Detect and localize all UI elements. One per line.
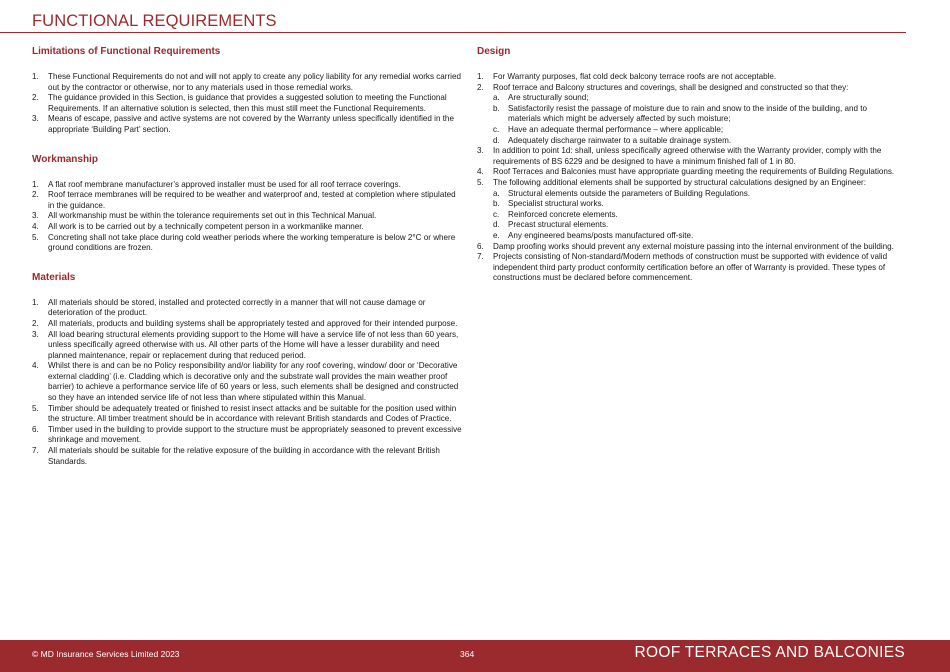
list-number: 5.: [32, 403, 39, 413]
list-text: Roof terrace membranes will be required to be weather and waterproof and, tested at completion where stipulated in the guidance.: [48, 190, 456, 210]
sub-list-letter: e.: [493, 230, 500, 240]
list-text: In addition to point 1d: shall, unless specifically agreed otherwise with the Warranty provider, comply with the requirements of BS 6229 and be designed to have a minimum finished fall of 1 in 80.: [493, 146, 882, 166]
page-footer: [0, 640, 950, 672]
sub-list-text: Specialist structural works.: [508, 199, 604, 209]
design-list-end: [477, 242, 902, 284]
footer-page-number: 364: [460, 649, 475, 659]
section-heading-limitations: Limitations of Functional Requirements: [32, 46, 221, 57]
list-number: 6.: [477, 241, 484, 251]
list-item: [32, 330, 462, 362]
list-item: [32, 446, 462, 467]
sub-list-text: Adequately discharge rainwater to a suitable drainage system.: [508, 135, 732, 145]
list-item: [32, 361, 462, 403]
list-text: Roof Terraces and Balconies must have appropriate guarding meeting the requirements of Building Regulations.: [493, 167, 895, 177]
list-item: [32, 72, 462, 93]
limitations-list: [32, 72, 462, 136]
list-item: [32, 404, 462, 425]
list-number: 5.: [477, 177, 484, 187]
list-item: [477, 146, 902, 167]
list-text: Whilst there is and can be no Policy responsibility and/or liability for any roof covering, window/ door or ‘Decorative external cladding’ (i.e. Cladding which is decorative only and the substrate wall provides the main weather proof barrier) to achieve a performance service life of 60 years or less, such elements shall be designed and constructed so they have an intended service life of not less than where stipulated within this Manual.: [48, 361, 459, 403]
footer-section-title: ROOF TERRACES AND BALCONIES: [634, 644, 905, 661]
list-text: The guidance provided in this Section, is guidance that provides a suggested solution to meeting the Functional Requirements. If an alternative solution is selected, then this must still meet the Functional Requirements.: [48, 93, 447, 113]
list-number: 3.: [32, 211, 39, 221]
design-list-cont: [477, 146, 902, 188]
sub-list-letter: b.: [493, 199, 500, 209]
design-sublist-5: [477, 189, 902, 242]
list-item: [32, 298, 462, 319]
list-text: All materials, products and building systems shall be appropriately tested and approved for their intended purpose.: [48, 318, 458, 328]
sub-list-item: [477, 125, 902, 136]
list-number: 2.: [32, 93, 39, 103]
sub-list-text: Reinforced concrete elements.: [508, 209, 618, 219]
list-text: Roof terrace and Balcony structures and coverings, shall be designed and constructed so that they:: [493, 82, 849, 92]
materials-list: [32, 298, 462, 468]
sub-list-letter: a.: [493, 188, 500, 198]
list-number: 4.: [477, 167, 484, 177]
sub-list-item: [477, 220, 902, 231]
list-item: [477, 72, 902, 83]
list-text: All load bearing structural elements providing support to the Home will have a service life of not less than 60 years, unless specifically agreed otherwise with us. All other parts of the Home will have a lesser durability and need planned maintenance, repair or replacement during that reduced period.: [48, 329, 459, 360]
list-text: All materials should be stored, installed and protected correctly in a manner that will not cause damage or deterioration of the product.: [48, 297, 426, 318]
list-item: [32, 319, 462, 330]
list-item: [477, 167, 902, 178]
list-item: [32, 190, 462, 211]
list-text: A flat roof membrane manufacturer’s approved installer must be used for all roof terrace coverings.: [48, 179, 401, 189]
list-item: [477, 83, 902, 94]
list-text: For Warranty purposes, flat cold deck balcony terrace roofs are not acceptable.: [493, 72, 777, 81]
list-text: Timber should be adequately treated or finished to resist insect attacks and be suitable for the position used within the structure. All timber treatment should be in accordance with relevant British standards and Codes of Practice.: [48, 403, 457, 424]
list-number: 4.: [32, 221, 39, 231]
list-text: Concreting shall not take place during cold weather periods where the working temperature is below 2°C or where ground conditions are frozen.: [48, 232, 456, 253]
sub-list-letter: b.: [493, 103, 500, 113]
design-sublist-2: [477, 93, 902, 146]
footer-copyright: © MD Insurance Services Limited 2023: [32, 649, 180, 659]
list-item: [32, 211, 462, 222]
sub-list-text: Structural elements outside the parameters of Building Regulations.: [508, 188, 751, 198]
list-number: 4.: [32, 361, 39, 371]
sub-list-item: [477, 231, 902, 242]
section-heading-design: Design: [477, 46, 511, 57]
section-limitations: [32, 46, 462, 136]
section-heading-workmanship: Workmanship: [32, 153, 98, 165]
list-number: 3.: [477, 146, 484, 156]
sub-list-letter: c.: [493, 124, 500, 134]
sub-list-text: Satisfactorily resist the passage of moisture due to rain and snow to the inside of the building, and to materials which might be adversely affected by such moisture;: [508, 103, 868, 124]
section-materials: [32, 272, 462, 468]
section-workmanship: [32, 154, 462, 254]
title-divider: [0, 32, 906, 33]
section-heading-materials: Materials: [32, 271, 76, 283]
list-text: All work is to be carried out by a technically competent person in a workmanlike manner.: [48, 221, 364, 231]
sub-list-item: [477, 210, 902, 221]
list-item: [477, 242, 902, 253]
list-number: 2.: [32, 190, 39, 200]
list-item: [477, 252, 902, 284]
list-text: Damp proofing works should prevent any external moisture passing into the internal environment of the building.: [493, 241, 894, 251]
list-number: 1.: [477, 72, 484, 81]
left-column: [32, 46, 462, 485]
list-number: 1.: [32, 179, 39, 189]
list-number: 6.: [32, 424, 39, 434]
list-number: 7.: [477, 252, 484, 262]
list-item: [32, 93, 462, 114]
list-item: [32, 425, 462, 446]
sub-list-text: Have an adequate thermal performance – where applicable;: [508, 124, 724, 134]
list-number: 5.: [32, 232, 39, 242]
page-title: FUNCTIONAL REQUIREMENTS: [32, 12, 277, 30]
list-number: 2.: [477, 82, 484, 92]
list-number: 1.: [32, 72, 39, 81]
list-item: [477, 178, 902, 189]
sub-list-item: [477, 93, 902, 104]
list-item: [32, 233, 462, 254]
list-number: 7.: [32, 446, 39, 456]
list-text: These Functional Requirements do not and will not apply to create any policy liability for any remedial works carried out by the contractor or otherwise, nor to any materials used in those remedial works.: [48, 72, 461, 92]
sub-list-item: [477, 199, 902, 210]
sub-list-item: [477, 189, 902, 200]
sub-list-text: Are structurally sound;: [508, 93, 589, 103]
sub-list-letter: d.: [493, 220, 500, 230]
sub-list-letter: c.: [493, 209, 500, 219]
list-text: All materials should be suitable for the relative exposure of the building in accordance with the relevant British Standards.: [48, 446, 440, 466]
list-item: [32, 180, 462, 191]
sub-list-text: Any engineered beams/posts manufactured off-site.: [508, 230, 694, 240]
sub-list-letter: a.: [493, 93, 500, 103]
list-number: 1.: [32, 297, 39, 307]
list-number: 3.: [32, 329, 39, 339]
sub-list-item: [477, 104, 902, 125]
sub-list-letter: d.: [493, 135, 500, 145]
section-design: [477, 46, 902, 284]
list-text: The following additional elements shall be supported by structural calculations designed by an Engineer:: [493, 177, 866, 187]
list-number: 3.: [32, 114, 39, 124]
list-text: Means of escape, passive and active systems are not covered by the Warranty unless specifically identified in the appropriate ‘Building Part’ section.: [48, 114, 454, 134]
list-text: Projects consisting of Non-standard/Modern methods of construction must be supported with evidence of valid independent third party product conformity certification before an offer of Warranty is provided. These types of constructions must be declared before commencement.: [493, 252, 888, 283]
design-list: [477, 72, 902, 93]
list-text: All workmanship must be within the tolerance requirements set out in this Technical Manual.: [48, 211, 377, 221]
list-number: 2.: [32, 318, 39, 328]
workmanship-list: [32, 180, 462, 254]
list-item: [32, 114, 462, 135]
sub-list-text: Precast structural elements.: [508, 220, 609, 230]
sub-list-item: [477, 136, 902, 147]
list-text: Timber used in the building to provide support to the structure must be appropriately seasoned to prevent excessive shrinkage and movement.: [48, 424, 462, 445]
right-column: [477, 46, 902, 302]
list-item: [32, 222, 462, 233]
